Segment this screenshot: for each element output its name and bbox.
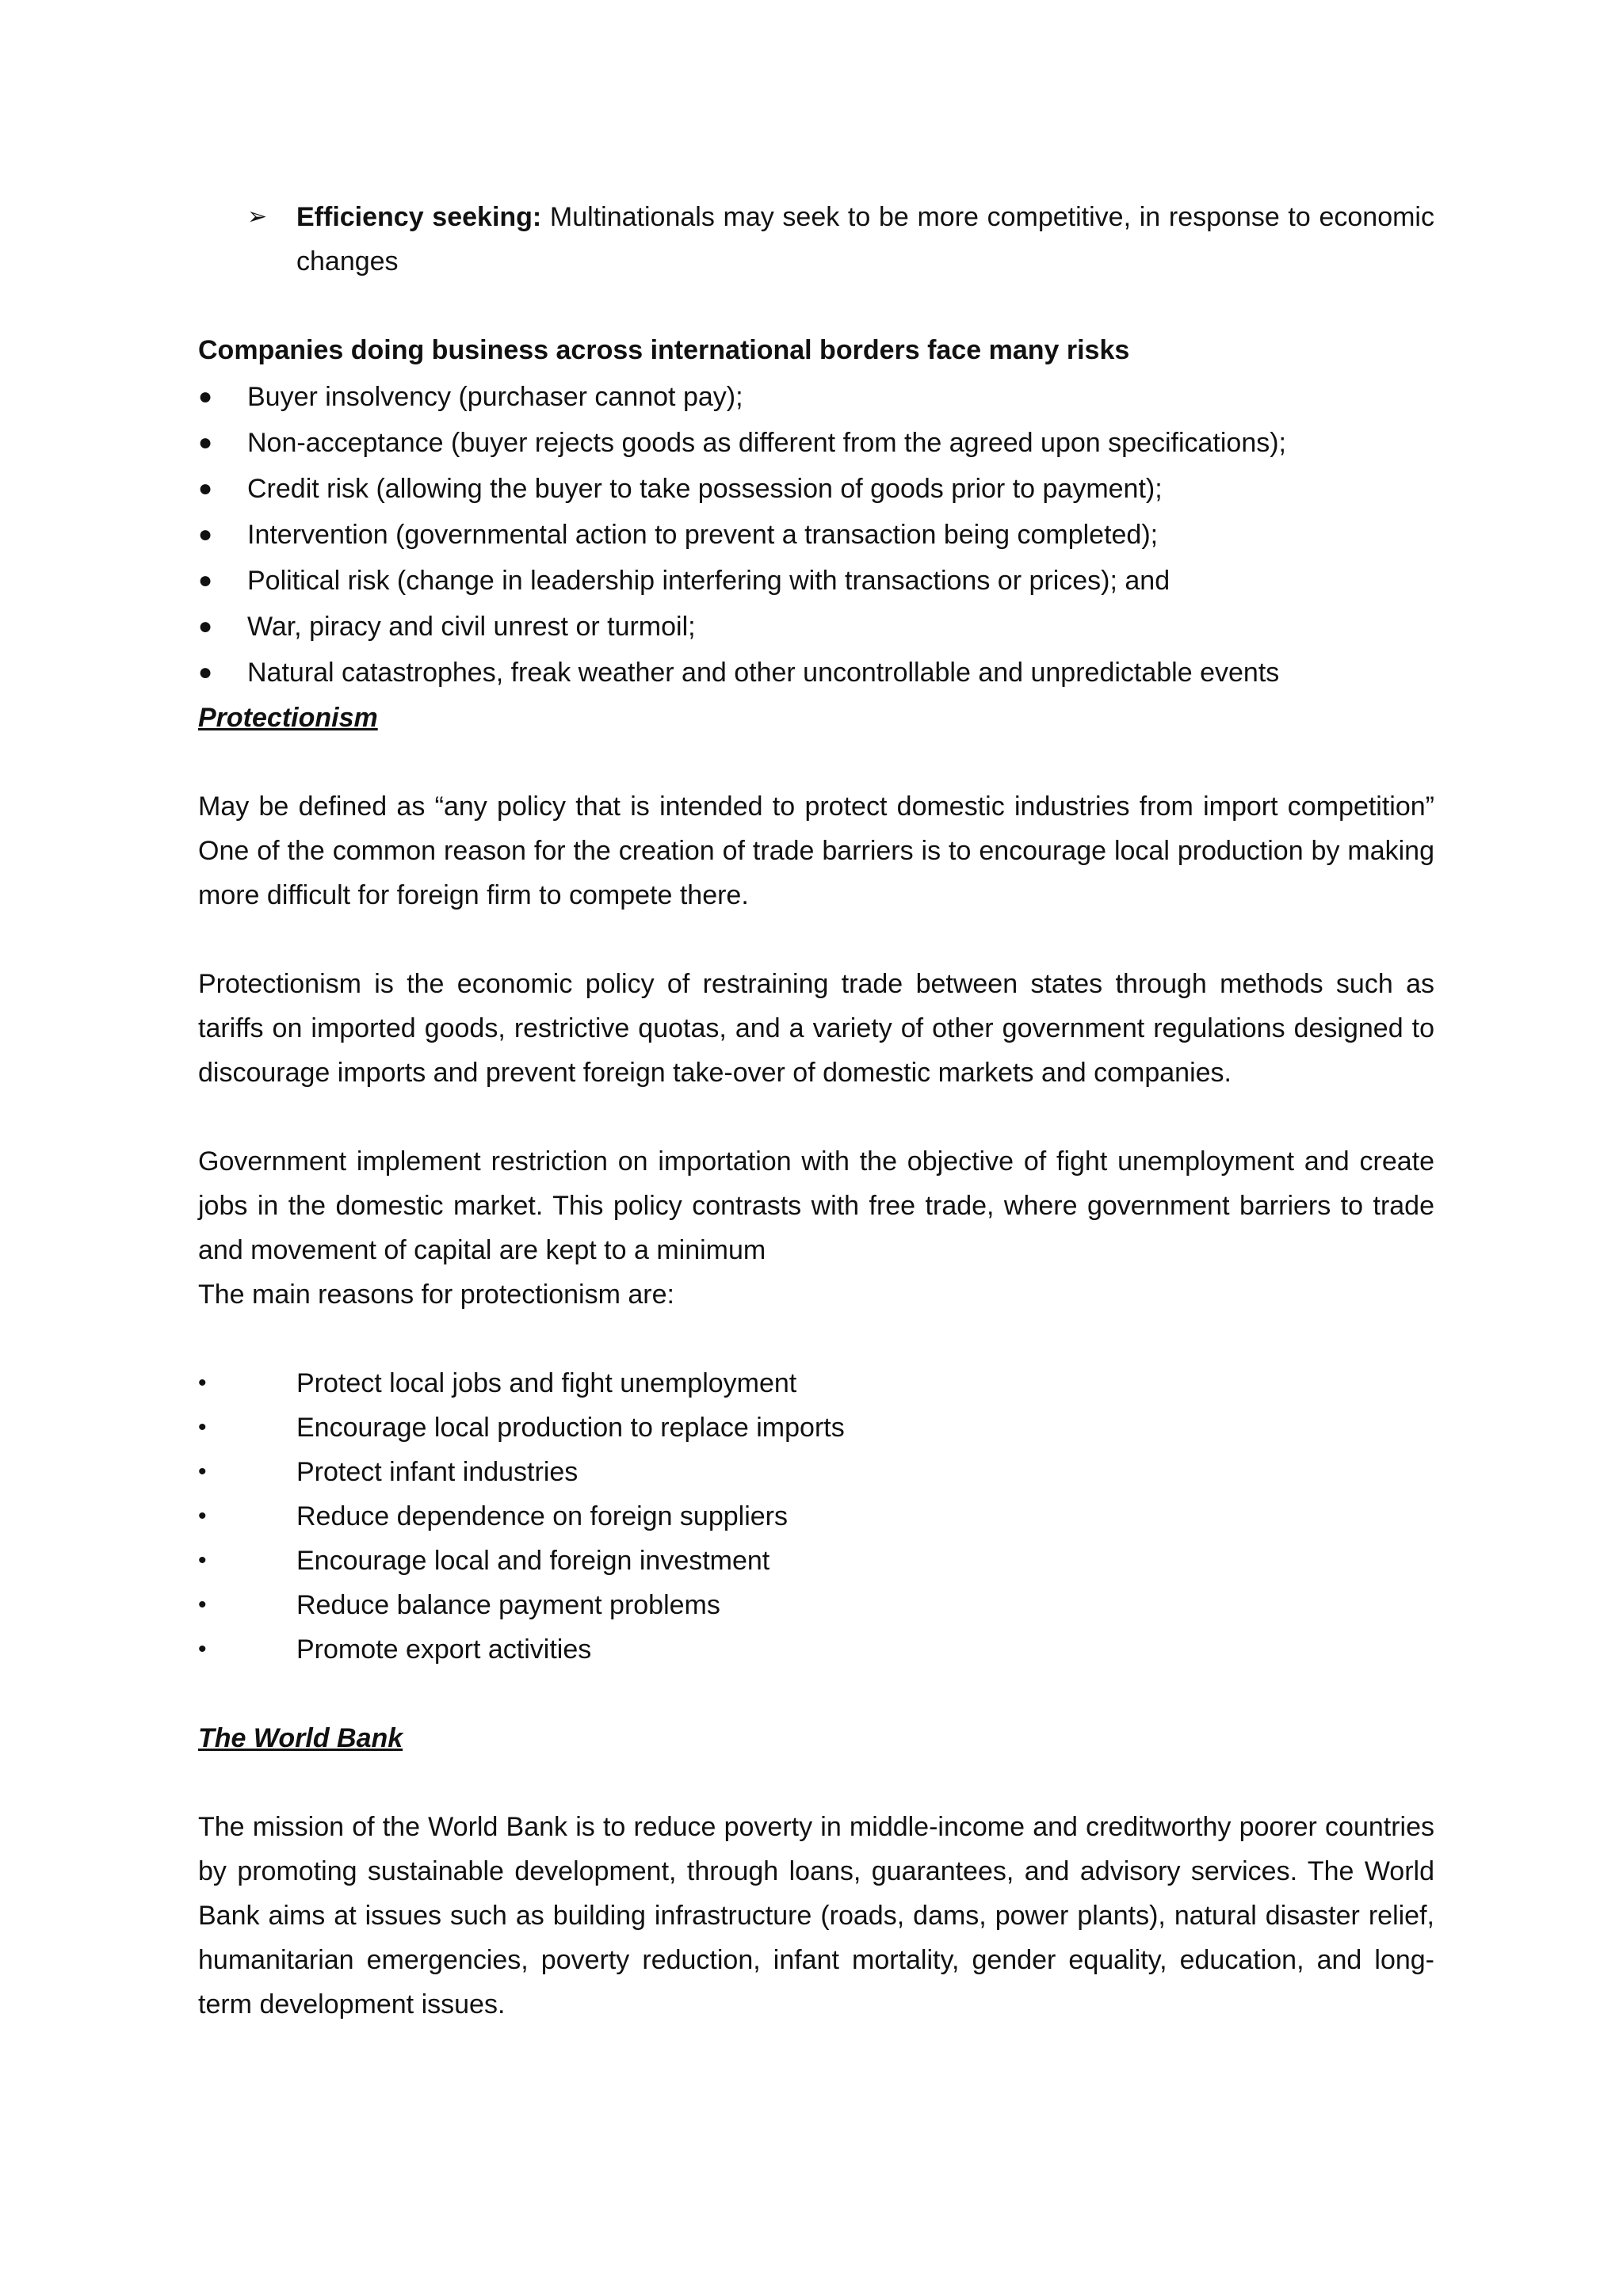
reason-item-text: Reduce balance payment problems	[296, 1590, 720, 1620]
risk-item-text: Non-acceptance (buyer rejects goods as different from the agreed upon specifications);	[247, 428, 1286, 458]
protectionism-paragraph-1: May be defined as “any policy that is intended to protect domestic industries from import competition” One of the common reason for the creation of trade barriers is to encourage local production by making more difficult for foreign firm to compete there.	[198, 791, 1434, 910]
bullet-icon: ●	[198, 659, 213, 685]
protectionism-reasons-intro: The main reasons for protectionism are:	[198, 1280, 674, 1310]
protectionism-paragraph-2: Protectionism is the economic policy of restraining trade between states through methods such as tariffs on imported goods, restrictive quotas, and a variety of other government regulations designed to discourage imports and prevent foreign take-over of domestic markets and companies.	[198, 969, 1434, 1088]
bullet-icon: •	[198, 1636, 207, 1662]
bullet-icon: •	[198, 1547, 207, 1573]
protectionism-reasons-list	[198, 1361, 1434, 1672]
list-item	[198, 420, 1434, 466]
bullet-icon: ●	[198, 567, 213, 593]
reason-item-text: Encourage local and foreign investment	[296, 1546, 770, 1576]
reason-item-text: Protect infant industries	[296, 1457, 579, 1487]
bullet-icon: ●	[198, 475, 213, 502]
risk-item-text: Credit risk (allowing the buyer to take possession of goods prior to payment);	[247, 474, 1163, 504]
efficiency-seeking-text	[296, 195, 1434, 284]
reason-item-text: Reduce dependence on foreign suppliers	[296, 1501, 789, 1531]
efficiency-seeking-label: Efficiency seeking:	[296, 202, 542, 232]
risk-item-text: Political risk (change in leadership interfering with transactions or prices); and	[247, 566, 1170, 596]
risk-item-text: Buyer insolvency (purchaser cannot pay);	[247, 382, 743, 412]
bullet-icon: ●	[198, 429, 213, 456]
document-page	[198, 195, 1434, 2027]
list-item	[198, 512, 1434, 558]
bullet-icon: ●	[198, 383, 213, 410]
world-bank-title: The World Bank	[198, 1723, 403, 1753]
list-item	[198, 1539, 1434, 1583]
list-item	[198, 1405, 1434, 1450]
reason-item-text: Protect local jobs and fight unemployment	[296, 1368, 797, 1398]
list-item	[198, 1627, 1434, 1672]
list-item	[198, 1494, 1434, 1539]
reason-item-text: Promote export activities	[296, 1634, 592, 1665]
risks-list	[198, 374, 1434, 696]
list-item	[198, 466, 1434, 512]
risk-item-text: Natural catastrophes, freak weather and other uncontrollable and unpredictable events	[247, 658, 1280, 688]
spacer	[198, 1672, 1434, 1716]
list-item	[198, 374, 1434, 420]
efficiency-seeking-item	[247, 195, 1434, 284]
bullet-icon: •	[198, 1414, 207, 1440]
bullet-icon: •	[198, 1459, 207, 1485]
efficiency-seeking-body: Multinationals may seek to be more competitive, in response to economic changes	[296, 202, 1434, 277]
risks-heading: Companies doing business across international borders face many risks	[198, 335, 1130, 365]
bullet-icon: •	[198, 1592, 207, 1618]
bullet-icon: •	[198, 1370, 207, 1396]
bullet-icon: •	[198, 1503, 207, 1529]
bullet-icon: ●	[198, 613, 213, 639]
list-item	[198, 650, 1434, 696]
protectionism-title: Protectionism	[198, 703, 378, 733]
list-item	[198, 1361, 1434, 1405]
risk-item-text: War, piracy and civil unrest or turmoil;	[247, 612, 696, 642]
world-bank-paragraph: The mission of the World Bank is to reduce poverty in middle-income and creditworthy poorer countries by promoting sustainable development, through loans, guarantees, and advisory services. The World Bank aims at issues such as building infrastructure (roads, dams, power plants), natural disaster relief, humanitarian emergencies, poverty reduction, infant mortality, gender equality, education, and long-term development issues.	[198, 1812, 1434, 2019]
list-item	[198, 558, 1434, 604]
protectionism-paragraph-3: Government implement restriction on importation with the objective of fight unemployment and create jobs in the domestic market. This policy contrasts with free trade, where government barriers to trade and movement of capital are kept to a minimum	[198, 1146, 1434, 1265]
bullet-icon: ●	[198, 521, 213, 547]
list-item	[198, 1583, 1434, 1627]
reason-item-text: Encourage local production to replace imports	[296, 1413, 845, 1443]
list-item	[198, 604, 1434, 650]
risk-item-text: Intervention (governmental action to prevent a transaction being completed);	[247, 520, 1159, 550]
arrow-bullet-icon: ➢	[247, 203, 268, 231]
list-item	[198, 1450, 1434, 1494]
